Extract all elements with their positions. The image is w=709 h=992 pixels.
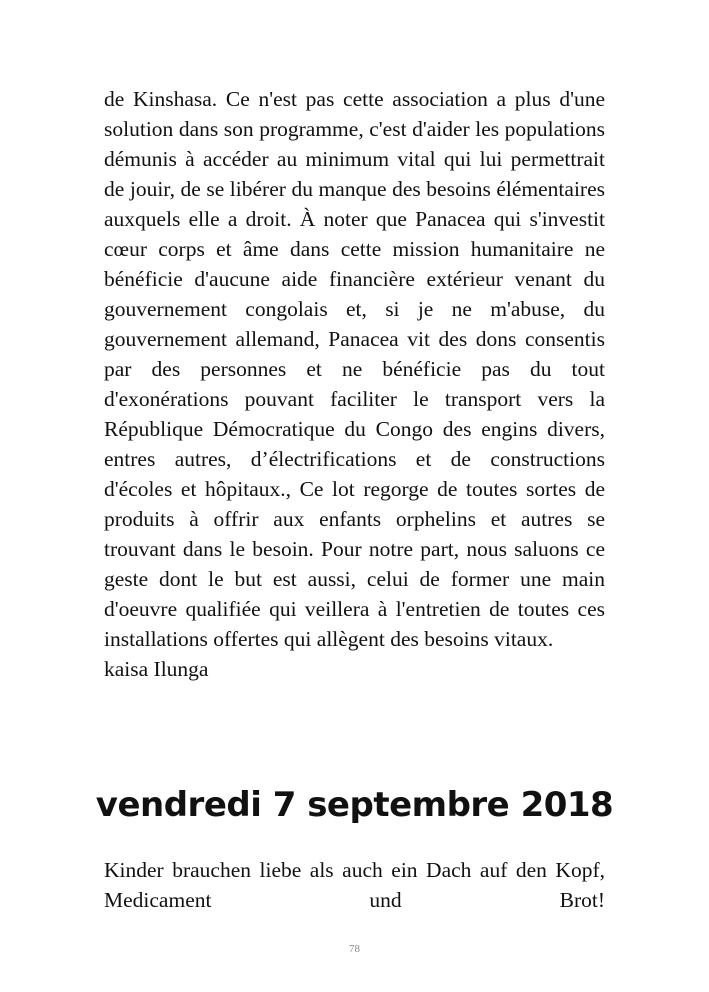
entry-date-heading: vendredi 7 septembre 2018 [95,785,614,825]
article-text-block [104,84,605,684]
article-body: de Kinshasa. Ce n'est pas cette association a plus d'une solution dans son programme, c'est d'aider les populations démunis à accéder au minimum vital qui lui permettrait de jouir, de se libérer du manque des besoins élémentaires auxquels elle a droit. À noter que Panacea qui s'investit cœur corps et âme dans cette mission humanitaire ne bénéficie d'aucune aide financière extérieur venant du gouvernement congolais et, si je ne m'abuse, du gouvernement allemand, Panacea vit des dons consentis par des personnes et ne bénéficie pas du tout d'exonérations pouvant faciliter le transport vers la République Démocratique du Congo des engins divers, entres autres, d’électrifications et de constructions d'écoles et hôpitaux., Ce lot regorge de toutes sortes de produits à offrir aux enfants orphelins et autres se trouvant dans le besoin. Pour notre part, nous saluons ce geste dont le but est aussi, celui de former une main d'oeuvre qualifiée qui veillera à l'entretien de toutes ces installations offertes qui allègent des besoins vitaux. [104,87,605,651]
page-number: 78 [349,943,360,955]
article-signature: kaisa Ilunga [104,657,209,681]
entry-body: Kinder brauchen liebe als auch ein Dach auf den Kopf, Medicament und Brot! [104,858,605,912]
